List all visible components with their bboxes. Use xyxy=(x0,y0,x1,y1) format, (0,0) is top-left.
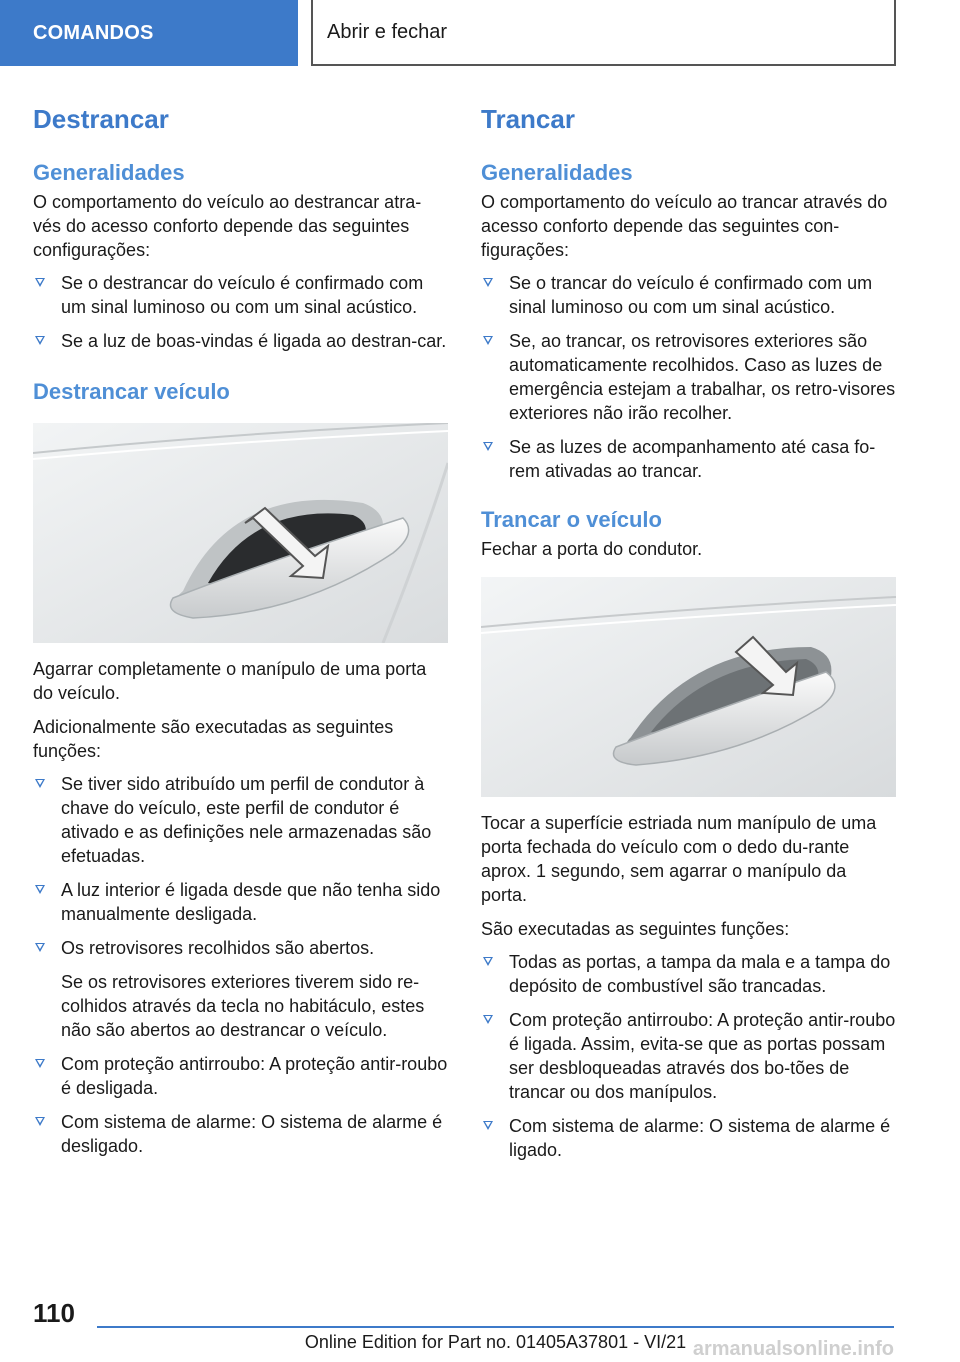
list-item: Com sistema de alarme: O sistema de alarme é ligado. xyxy=(481,1114,896,1162)
unlock-functions-intro: Adicionalmente são executadas as seguintes funções: xyxy=(33,717,394,761)
unlock-vehicle-heading: Destrancar veículo xyxy=(33,379,230,404)
triangle-bullet-icon xyxy=(35,278,45,287)
triangle-bullet-icon xyxy=(35,1059,45,1068)
unlock-general-text: O comportamento do veículo ao destrancar atra‐vés do acesso conforto depende das seguintes configurações: xyxy=(33,192,422,260)
unlock-instruction: Agarrar completamente o manípulo de uma porta do veículo. xyxy=(33,659,427,703)
list-item: Todas as portas, a tampa da mala e a tampa do depósito de combustível são trancadas. xyxy=(481,950,896,998)
left-column xyxy=(33,98,448,1158)
triangle-bullet-icon xyxy=(483,1121,493,1130)
mirrors-note: Se os retrovisores exteriores tiverem sido re‐colhidos através da tecla no habitáculo, estes não são abertos ao destrancar o veículo. xyxy=(61,972,425,1040)
triangle-bullet-icon xyxy=(483,442,493,451)
edition-footer: Online Edition for Part no. 01405A37801 - VI/21 xyxy=(304,1332,687,1352)
triangle-bullet-icon xyxy=(35,779,45,788)
lock-intro: Fechar a porta do condutor. xyxy=(481,539,703,559)
list-item: Se o trancar do veículo é confirmado com um sinal luminoso ou com um sinal acústico. xyxy=(481,271,896,319)
triangle-bullet-icon xyxy=(35,885,45,894)
door-handle-unlock-image xyxy=(33,423,448,643)
lock-functions-list xyxy=(481,950,896,1162)
door-handle-lock-image xyxy=(481,577,896,797)
page-number: 110 xyxy=(33,1298,75,1328)
unlock-general-list xyxy=(33,271,448,353)
triangle-bullet-icon xyxy=(35,336,45,345)
chapter-label: Abrir e fechar xyxy=(327,20,448,43)
lock-instruction: Tocar a superfície estriada num manípulo de uma porta fechada do veículo com o dedo du‐rante aprox. 1 segundo, sem agarrar o manípulo da porta. xyxy=(481,813,877,905)
lock-title: Trancar xyxy=(481,104,575,134)
section-tab xyxy=(0,0,298,66)
list-item: Se as luzes de acompanhamento até casa fo‐rem ativadas ao trancar. xyxy=(481,435,896,483)
unlock-functions-list xyxy=(33,772,448,960)
section-label: COMANDOS xyxy=(33,21,154,44)
lock-general-list xyxy=(481,271,896,483)
watermark: armanualsonline.info xyxy=(692,1338,894,1360)
list-item: Os retrovisores recolhidos são abertos. xyxy=(33,936,448,960)
triangle-bullet-icon xyxy=(483,957,493,966)
footer-divider xyxy=(97,1326,894,1328)
lock-functions-intro: São executadas as seguintes funções: xyxy=(481,919,790,939)
triangle-bullet-icon xyxy=(483,278,493,287)
triangle-bullet-icon xyxy=(483,1015,493,1024)
triangle-bullet-icon xyxy=(35,1117,45,1126)
unlock-functions-list-2 xyxy=(33,1052,448,1158)
list-item: Com proteção antirroubo: A proteção antir‐roubo é ligada. Assim, evita-se que as portas possam ser desbloqueadas através dos bo‐tões de trancar ou dos manípulos. xyxy=(481,1008,896,1104)
list-item: Com sistema de alarme: O sistema de alarme é desligado. xyxy=(33,1110,448,1158)
list-item: Se a luz de boas-vindas é ligada ao destran‐car. xyxy=(33,329,448,353)
unlock-general-heading: Generalidades xyxy=(33,160,185,185)
list-item: A luz interior é ligada desde que não tenha sido manualmente desligada. xyxy=(33,878,448,926)
unlock-title: Destrancar xyxy=(33,104,169,134)
lock-general-text: O comportamento do veículo ao trancar através do acesso conforto depende das seguintes con‐figurações: xyxy=(481,192,888,260)
lock-general-heading: Generalidades xyxy=(481,160,633,185)
list-item: Com proteção antirroubo: A proteção antir‐roubo é desligada. xyxy=(33,1052,448,1100)
list-item: Se tiver sido atribuído um perfil de condutor à chave do veículo, este perfil de condutor é ativado e as definições nele armazenadas são efetuadas. xyxy=(33,772,448,868)
right-column xyxy=(481,98,896,1162)
triangle-bullet-icon xyxy=(35,943,45,952)
chapter-tab xyxy=(311,0,896,66)
list-item: Se, ao trancar, os retrovisores exteriores são automaticamente recolhidos. Caso as luzes de emergência estejam a trabalhar, os retro‐visores exteriores não irão recolher. xyxy=(481,329,896,425)
lock-vehicle-heading: Trancar o veículo xyxy=(481,507,662,532)
list-item: Se o destrancar do veículo é confirmado com um sinal luminoso ou com um sinal acústico. xyxy=(33,271,448,319)
triangle-bullet-icon xyxy=(483,336,493,345)
